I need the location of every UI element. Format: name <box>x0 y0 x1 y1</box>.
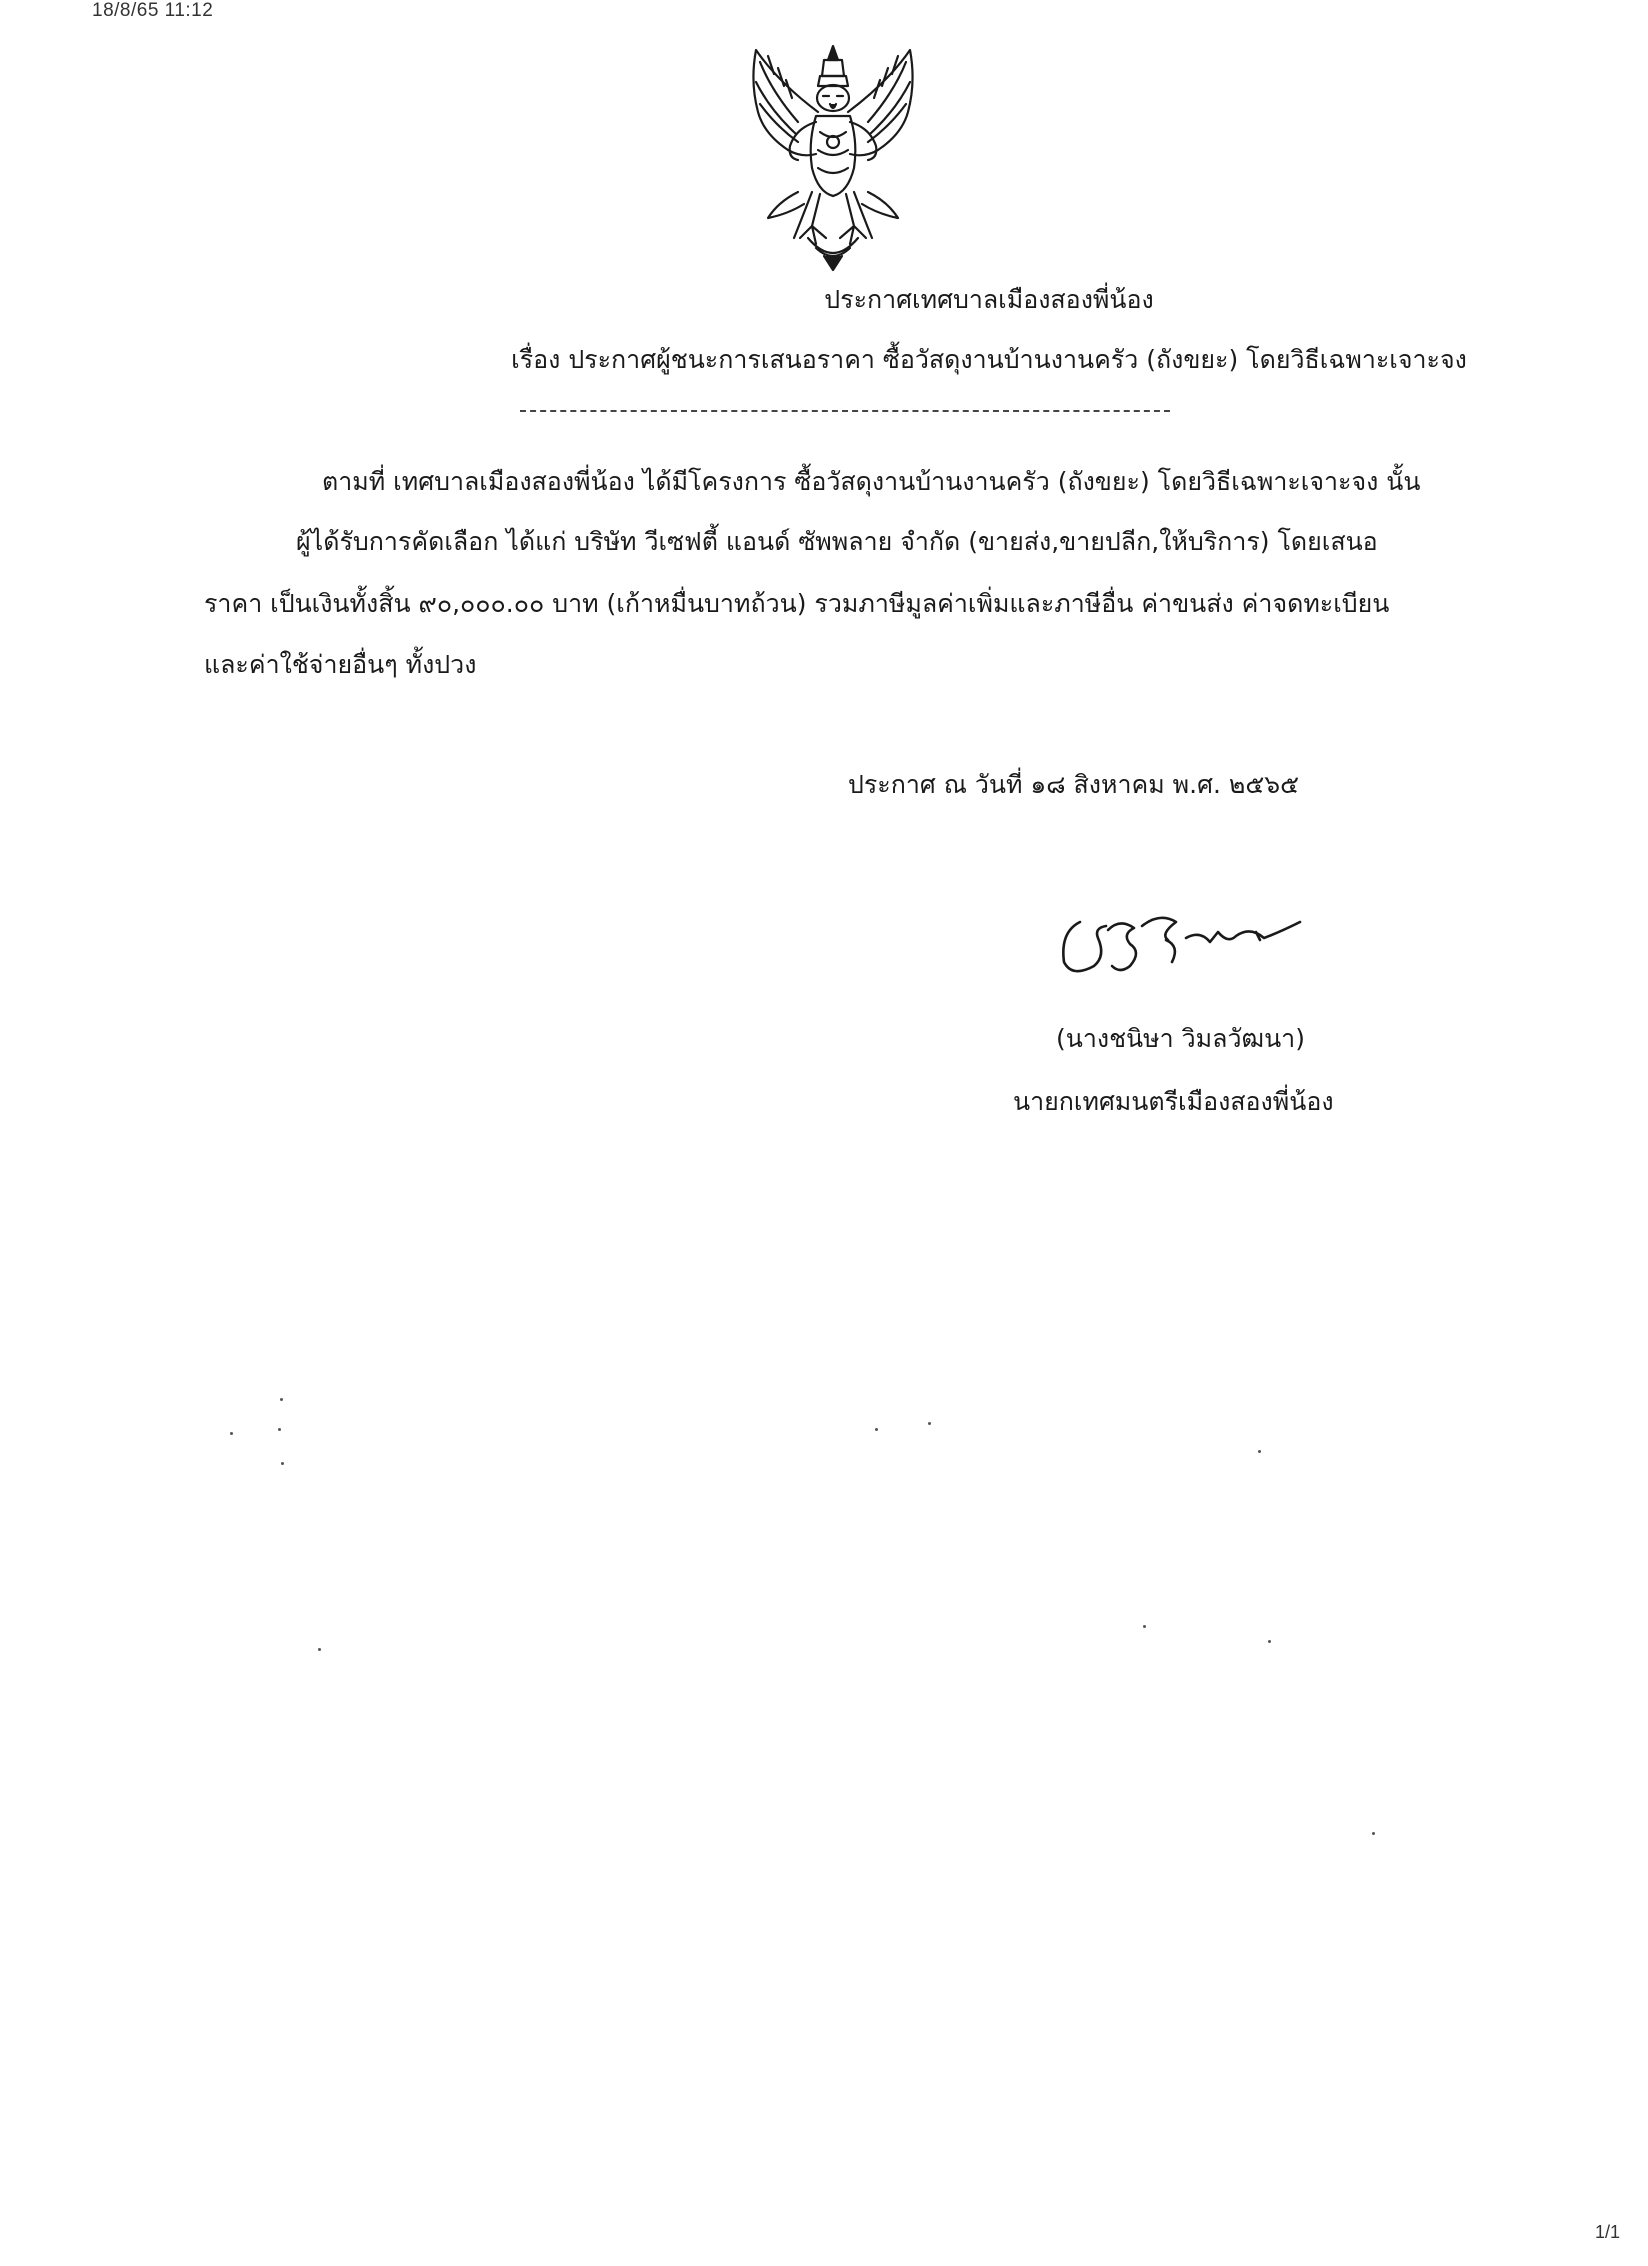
garuda-emblem-icon <box>738 42 928 272</box>
scan-speck <box>1372 1832 1375 1835</box>
scan-speck <box>1143 1625 1146 1628</box>
body-line-1: ตามที่ เทศบาลเมืองสองพี่น้อง ได้มีโครงการ ซื้อวัสดุงานบ้านงานครัว (ถังขยะ) โดยวิธีเฉพาะเจาะจง นั้น <box>322 467 1421 496</box>
print-timestamp: 18/8/65 11:12 <box>92 0 214 21</box>
scan-speck <box>230 1432 233 1435</box>
scan-speck <box>1258 1450 1261 1453</box>
announcement-date: ประกาศ ณ วันที่ ๑๘ สิงหาคม พ.ศ. ๒๕๖๕ <box>848 770 1300 799</box>
page-number: 1/1 <box>1594 2222 1620 2242</box>
body-line-4: และค่าใช้จ่ายอื่นๆ ทั้งปวง <box>204 650 477 679</box>
document-title: ประกาศเทศบาลเมืองสองพี่น้อง <box>824 285 1154 314</box>
scan-speck <box>928 1422 931 1425</box>
signer-name: (นางชนิษา วิมลวัฒนา) <box>1056 1024 1305 1053</box>
scan-speck <box>875 1428 878 1431</box>
handwritten-signature <box>1050 882 1330 992</box>
scan-speck <box>278 1428 281 1431</box>
scan-speck <box>280 1398 283 1401</box>
signer-title: นายกเทศมนตรีเมืองสองพี่น้อง <box>1013 1087 1334 1116</box>
scan-speck <box>1268 1640 1271 1643</box>
body-line-2: ผู้ได้รับการคัดเลือก ได้แก่ บริษัท วีเซฟตี้ แอนด์ ซัพพลาย จำกัด (ขายส่ง,ขายปลีก,ให้บริการ) โดยเสนอ <box>296 527 1378 556</box>
scan-speck <box>318 1648 321 1651</box>
body-line-3: ราคา เป็นเงินทั้งสิ้น ๙๐,๐๐๐.๐๐ บาท (เก้าหมื่นบาทถ้วน) รวมภาษีมูลค่าเพิ่มและภาษีอื่น ค่าขนส่ง ค่าจดทะเบียน <box>204 589 1390 618</box>
document-subject: เรื่อง ประกาศผู้ชนะการเสนอราคา ซื้อวัสดุงานบ้านงานครัว (ถังขยะ) โดยวิธีเฉพาะเจาะจง <box>511 345 1467 374</box>
scan-speck <box>281 1462 284 1465</box>
dashed-divider <box>520 410 1170 412</box>
